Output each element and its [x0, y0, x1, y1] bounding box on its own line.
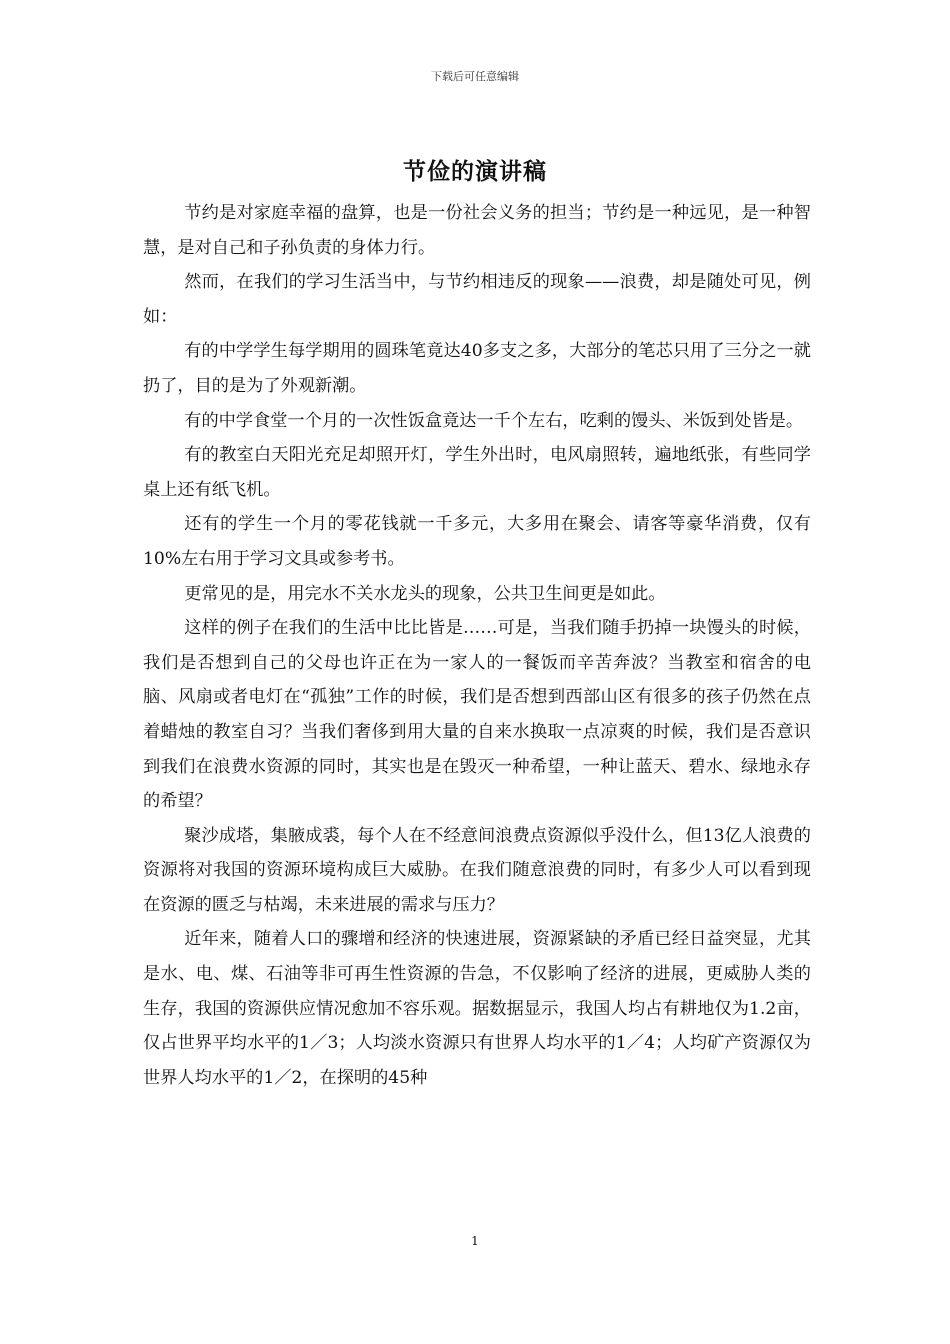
paragraph: 这样的例子在我们的生活中比比皆是……可是，当我们随手扔掉一块馒头的时候，我们是否想到自己的父母也许正在为一家人的一餐饭而辛苦奔波？当教室和宿舍的电脑、风扇或者电灯在“孤独”工作的时候，我们是否想到西部山区有很多的孩子仍然在点着蜡烛的教室自习？当我们奢侈到用大量的自来水换取一点凉爽的时候，我们是否意识到我们在浪费水资源的同时，其实也是在毁灭一种希望，一种让蓝天、碧水、绿地永存的希望？ — [143, 618, 811, 812]
paragraph: 更常见的是，用完水不关水龙头的现象，公共卫生间更是如此。 — [184, 583, 666, 604]
page-number: 1 — [471, 1234, 479, 1248]
document-title: 节俭的演讲稿 — [403, 158, 547, 185]
page-header-note: 下载后可任意编辑 — [431, 70, 519, 83]
paragraph: 有的教室白天阳光充足却照开灯，学生外出时，电风扇照转，遍地纸张，有些同学桌上还有纸飞机。 — [143, 445, 811, 500]
document-body — [143, 196, 811, 1095]
paragraph: 有的中学学生每学期用的圆珠笔竟达40多支之多，大部分的笔芯只用了三分之一就扔了，目的是为了外观新潮。 — [143, 341, 811, 396]
paragraph: 节约是对家庭幸福的盘算，也是一份社会义务的担当；节约是一种远见，是一种智慧，是对自己和子孙负责的身体力行。 — [143, 203, 811, 258]
paragraph: 还有的学生一个月的零花钱就一千多元，大多用在聚会、请客等豪华消费，仅有10%左右用于学习文具或参考书。 — [143, 514, 811, 569]
paragraph: 聚沙成塔，集腋成裘，每个人在不经意间浪费点资源似乎没什么，但13亿人浪费的资源将对我国的资源环境构成巨大威胁。在我们随意浪费的同时，有多少人可以看到现在资源的匮乏与枯竭，未来进展的需求与压力？ — [143, 825, 811, 915]
paragraph: 然而，在我们的学习生活当中，与节约相违反的现象——浪费，却是随处可见，例如： — [143, 272, 811, 327]
paragraph: 近年来，随着人口的骤增和经济的快速进展，资源紧缺的矛盾已经日益突显，尤其是水、电、煤、石油等非可再生性资源的告急，不仅影响了经济的进展，更威胁人类的生存，我国的资源供应情况愈加不容乐观。据数据显示，我国人均占有耕地仅为1.2亩，仅占世界平均水平的1／3；人均淡水资源只有世界人均水平的1／4；人均矿产资源仅为世界人均水平的1／2，在探明的45种 — [143, 929, 811, 1088]
paragraph: 有的中学食堂一个月的一次性饭盒竟达一千个左右，吃剩的馒头、米饭到处皆是。 — [184, 410, 804, 431]
